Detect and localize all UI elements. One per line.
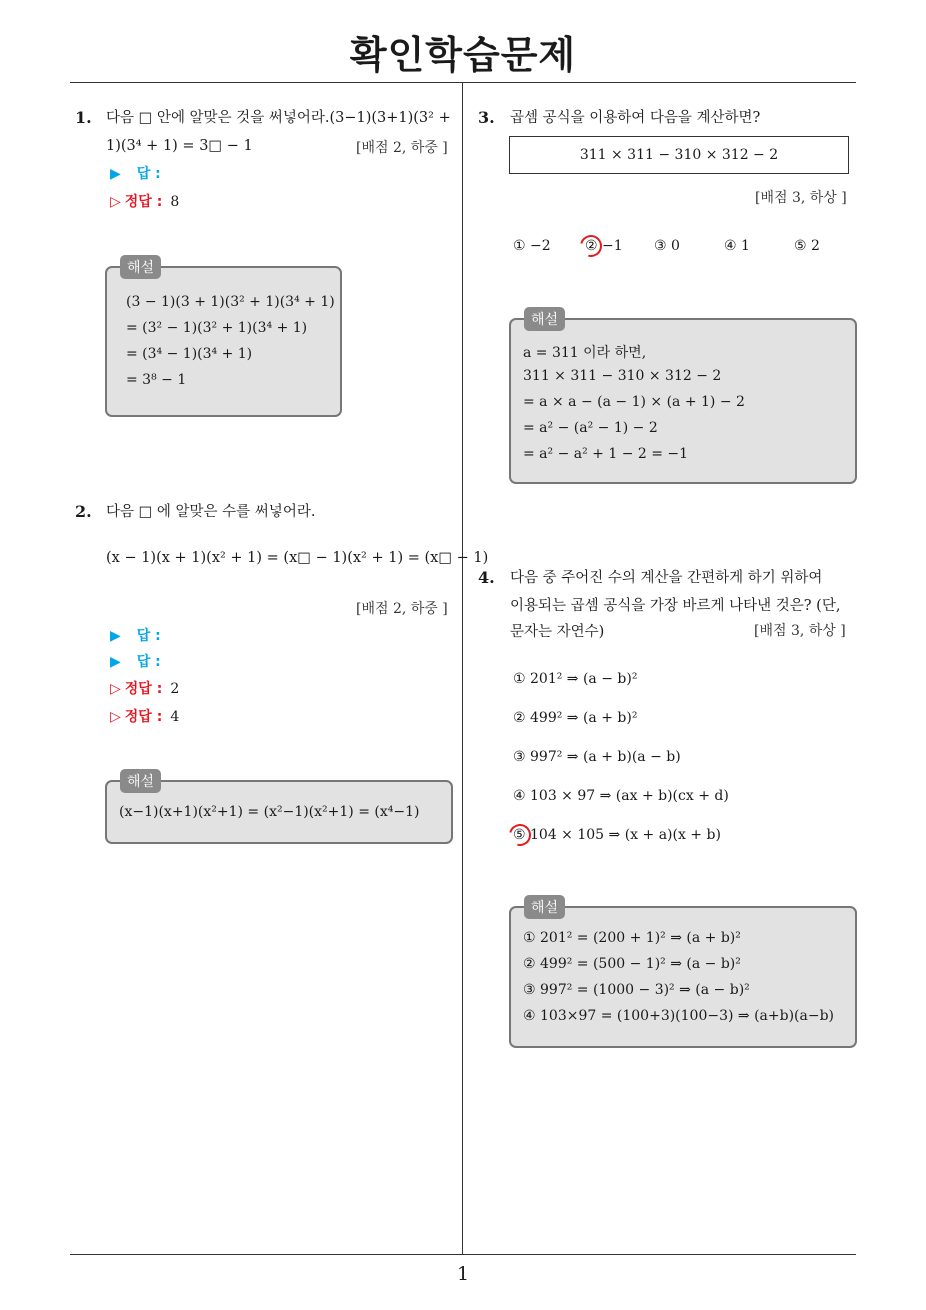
- q4-line3: 문자는 자연수): [510, 624, 605, 640]
- q1-number: 1.: [75, 108, 92, 127]
- q4-line1: 다음 중 주어진 수의 계산을 간편하게 하기 위하여: [510, 570, 823, 586]
- answer-label: 답 :: [136, 166, 161, 182]
- answer-label: 답 :: [136, 654, 161, 670]
- q3-meta: [배점 3, 하상 ]: [755, 190, 847, 206]
- q1-correct-value: 8: [170, 194, 180, 210]
- q1-explain-line: = 3⁸ − 1: [126, 372, 187, 388]
- q4-explain-line: ① 201² = (200 + 1)² ⇒ (a + b)²: [523, 930, 741, 946]
- q3-explain-line: = a² − a² + 1 − 2 = −1: [523, 446, 689, 462]
- q4-explain-label: 해설: [524, 895, 565, 919]
- correct-label: 정답 :: [124, 709, 163, 725]
- q1-explain-label: 해설: [120, 255, 161, 279]
- q3-explain-line: = a × a − (a − 1) × (a + 1) − 2: [523, 394, 745, 410]
- q4-explain-line: ② 499² = (500 − 1)² ⇒ (a − b)²: [523, 956, 741, 972]
- q3-choice-4[interactable]: ④ 1: [724, 238, 750, 254]
- q2-text: 다음 □ 에 알맞은 수를 써넣어라.: [106, 504, 316, 520]
- answer-label: 답 :: [136, 628, 161, 644]
- q1-correct: [110, 191, 179, 211]
- page-title: 확인학습문제: [349, 33, 577, 77]
- q1-explain-box: [105, 266, 342, 417]
- q1-line2: 1)(3⁴ + 1) = 3□ − 1: [106, 138, 253, 154]
- q4-choice-4[interactable]: ④ 103 × 97 ⇒ (ax + b)(cx + d): [513, 788, 729, 804]
- q3-explain-box: [509, 318, 857, 484]
- q3-choice-5[interactable]: ⑤ 2: [794, 238, 820, 254]
- q2-correct-value: 2: [170, 681, 180, 697]
- q4-choice-2[interactable]: ② 499² ⇒ (a + b)²: [513, 710, 638, 726]
- q4-explain-box: [509, 906, 857, 1048]
- q3-explain-label: 해설: [524, 307, 565, 331]
- q2-number: 2.: [75, 502, 92, 521]
- q4-choice-1[interactable]: ① 201² ⇒ (a − b)²: [513, 671, 638, 687]
- q2-explain-line: (x−1)(x+1)(x²+1) = (x²−1)(x²+1) = (x⁴−1): [119, 804, 420, 820]
- q1-explain-line: (3 − 1)(3 + 1)(3² + 1)(3⁴ + 1): [126, 294, 335, 310]
- column-divider: [462, 83, 463, 1255]
- q1-explain-line: = (3² − 1)(3² + 1)(3⁴ + 1): [126, 320, 308, 336]
- q3-text: 곱셈 공식을 이용하여 다음을 계산하면?: [510, 110, 761, 126]
- play-icon: ▶: [110, 654, 121, 670]
- q4-choice-3[interactable]: ③ 997² ⇒ (a + b)(a − b): [513, 749, 681, 765]
- play-icon: ▶: [110, 166, 121, 182]
- q3-choice-1[interactable]: ① −2: [513, 238, 551, 254]
- q3-explain-line: = a² − (a² − 1) − 2: [523, 420, 658, 436]
- q4-explain-line: ④ 103×97 = (100+3)(100−3) ⇒ (a+b)(a−b): [523, 1008, 835, 1024]
- q1-meta: [배점 2, 하중 ]: [356, 140, 448, 156]
- q1-line1: 다음 □ 안에 알맞은 것을 써넣어라.(3−1)(3+1)(3² +: [106, 110, 451, 126]
- q2-meta: [배점 2, 하중 ]: [356, 601, 448, 617]
- q3-choice-3[interactable]: ③ 0: [654, 238, 680, 254]
- selected-circle-icon: [505, 820, 535, 850]
- correct-label: 정답 :: [124, 681, 163, 697]
- q4-line2: 이용되는 곱셈 공식을 가장 바르게 나타낸 것은? (단,: [510, 598, 841, 614]
- q4-number: 4.: [478, 568, 495, 587]
- correct-label: 정답 :: [124, 194, 163, 210]
- q3-explain-line: a = 311 이라 하면,: [523, 345, 647, 361]
- q1-answer[interactable]: [110, 163, 161, 183]
- page-number: 1: [456, 1263, 470, 1285]
- bottom-rule: [70, 1254, 856, 1255]
- q4-meta: [배점 3, 하상 ]: [754, 623, 846, 639]
- q2-correct-2: [110, 706, 179, 726]
- top-rule: [70, 82, 856, 83]
- q3-formula-box: 311 × 311 − 310 × 312 − 2: [509, 136, 849, 174]
- q4-choice-5[interactable]: ⑤ 104 × 105 ⇒ (x + a)(x + b): [513, 827, 721, 843]
- q2-correct-1: [110, 678, 179, 698]
- q2-formula: (x − 1)(x + 1)(x² + 1) = (x□ − 1)(x² + 1) = (x□ − 1): [106, 550, 489, 566]
- outline-play-icon: ▷: [110, 681, 121, 697]
- selected-circle-icon: [576, 231, 606, 261]
- play-icon: ▶: [110, 628, 121, 644]
- q2-answer-2[interactable]: [110, 651, 161, 671]
- outline-play-icon: ▷: [110, 194, 121, 210]
- outline-play-icon: ▷: [110, 709, 121, 725]
- q2-correct-value: 4: [170, 709, 180, 725]
- q1-explain-line: = (3⁴ − 1)(3⁴ + 1): [126, 346, 253, 362]
- q4-explain-line: ③ 997² = (1000 − 3)² ⇒ (a − b)²: [523, 982, 750, 998]
- q3-number: 3.: [478, 108, 495, 127]
- q2-explain-label: 해설: [120, 769, 161, 793]
- q3-explain-line: 311 × 311 − 310 × 312 − 2: [523, 368, 722, 384]
- q3-choice-2[interactable]: ② −1: [585, 238, 623, 254]
- q2-answer-1[interactable]: [110, 625, 161, 645]
